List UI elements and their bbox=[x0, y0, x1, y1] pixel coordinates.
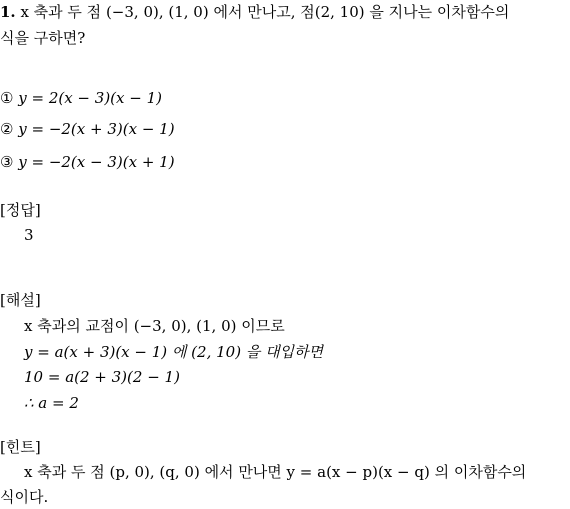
question-text-2: 식을 구하면? bbox=[0, 29, 86, 47]
solution-line-2: y = a(x + 3)(x − 1) 에 (2, 10) 을 대입하면 bbox=[24, 343, 324, 361]
choice-1-mark: ① bbox=[0, 89, 14, 107]
question-number: 1. bbox=[0, 3, 16, 21]
answer-heading: [정답] bbox=[0, 201, 41, 219]
choice-1-expr: y = 2(x − 3)(x − 1) bbox=[18, 89, 162, 107]
hint-heading: [힌트] bbox=[0, 438, 41, 456]
choice-1 bbox=[0, 88, 162, 108]
question-line-2 bbox=[0, 28, 85, 48]
question-text-1: x 축과 두 점 (−3, 0), (1, 0) 에서 만나고, 점(2, 10) 을 지나는 이차함수의 bbox=[20, 3, 510, 21]
solution-line-4: ∴ a = 2 bbox=[24, 394, 79, 412]
solution-line-3: 10 = a(2 + 3)(2 − 1) bbox=[24, 368, 180, 386]
hint-line-2: 식이다. bbox=[0, 488, 49, 506]
choice-2-expr: y = −2(x + 3)(x − 1) bbox=[18, 120, 175, 138]
choice-2-mark: ② bbox=[0, 120, 14, 138]
answer-value: 3 bbox=[24, 226, 34, 244]
choice-3-expr: y = −2(x − 3)(x + 1) bbox=[18, 153, 175, 171]
solution-heading: [해설] bbox=[0, 291, 41, 309]
question-line-1 bbox=[0, 2, 509, 22]
choice-3 bbox=[0, 152, 175, 172]
choice-3-mark: ③ bbox=[0, 153, 14, 171]
solution-line-1: x 축과의 교점이 (−3, 0), (1, 0) 이므로 bbox=[24, 317, 285, 335]
hint-line-1: x 축과 두 점 (p, 0), (q, 0) 에서 만나면 y = a(x − p)(x − q) 의 이차함수의 bbox=[24, 463, 527, 481]
choice-2 bbox=[0, 119, 175, 139]
